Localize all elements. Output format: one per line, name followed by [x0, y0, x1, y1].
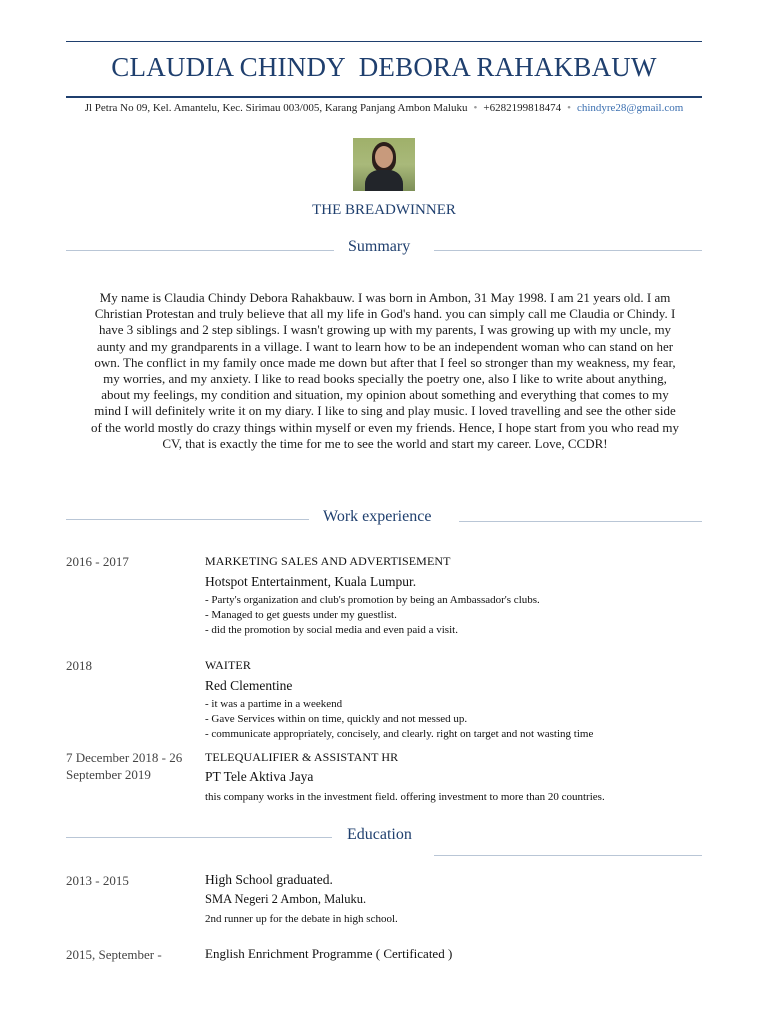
education-note: 2nd runner up for the debate in high school.	[205, 913, 398, 925]
job-role: WAITER	[205, 658, 251, 672]
job-role: MARKETING SALES AND ADVERTISEMENT	[205, 554, 451, 568]
headline: THE BREADWINNER	[312, 202, 456, 218]
job-detail: - did the promotion by social media and even paid a visit.	[205, 624, 458, 636]
address: Jl Petra No 09, Kel. Amantelu, Kec. Sirimau 003/005, Karang Panjang Ambon Maluku	[84, 102, 468, 114]
contact-line	[0, 102, 768, 114]
job-detail: this company works in the investment field. offering investment to more than 20 countries.	[205, 791, 605, 803]
section-divider-left	[66, 519, 309, 520]
profile-photo	[353, 138, 415, 191]
separator-dot: •	[473, 102, 478, 114]
section-divider-right	[434, 855, 702, 856]
section-divider-right	[434, 250, 702, 251]
education-school: SMA Negeri 2 Ambon, Maluku.	[205, 892, 367, 906]
job-date: September 2019	[66, 767, 151, 782]
section-divider-right	[459, 521, 702, 522]
work-experience-title: Work experience	[323, 508, 432, 525]
job-detail: - Gave Services within on time, quickly and not messed up.	[205, 713, 468, 725]
section-divider-left	[66, 250, 334, 251]
education-title: Education	[347, 826, 412, 843]
name-underline	[66, 96, 702, 98]
education-date: 2013 - 2015	[66, 873, 129, 888]
phone: +6282199818474	[483, 102, 562, 114]
email-link[interactable]: chindyre28@gmail.com	[576, 102, 684, 114]
top-rule	[66, 41, 702, 42]
summary-title: Summary	[348, 238, 411, 255]
summary-text: My name is Claudia Chindy Debora Rahakbauw. I was born in Ambon, 31 May 1998. I am 21 years old. I am Christian Protestan and truly believe that all my life in God's hand. you can simply call me Claudia or Chindy. I have 3 siblings and 2 step siblings. I wasn't growing up with my parents, I was growing up with my uncle, my aunty and my grandparents in a village. I want to learn how to be an independent woman who can stand on her own. The conflict in my family once made me down but after that I feel so stronger than my weakness, my fear, my worries, and my anxiety. I like to read books specially the poetry one, also I like to write about anything, about my feelings, my condition and situation, my opinion about something and everything that comes to my mind I will definitely write it on my diary. I like to sing and play music. I loved travelling and see the other side of the world mostly do crazy things within myself or even my friends. Hence, I hope start from you who read my CV, that is exactly the time for me to see the world and start my career. Love, CCDR!	[90, 290, 680, 451]
job-detail: - it was a partime in a weekend	[205, 698, 343, 710]
job-date: 2018	[66, 658, 92, 673]
job-detail: - Managed to get guests under my guestlist.	[205, 609, 397, 621]
education-degree: English Enrichment Programme ( Certificated )	[205, 946, 453, 961]
job-role: TELEQUALIFIER & ASSISTANT HR	[205, 750, 399, 764]
job-company: Red Clementine	[205, 678, 293, 693]
candidate-name: CLAUDIA CHINDY DEBORA RAHAKBAUW	[111, 52, 657, 82]
separator-dot: •	[567, 102, 571, 114]
education-degree: High School graduated.	[205, 872, 333, 887]
job-company: PT Tele Aktiva Jaya	[205, 769, 314, 784]
job-detail: - communicate appropriately, concisely, and clearly. right on target and not wasting time	[205, 728, 594, 740]
education-date: 2015, September -	[66, 947, 162, 962]
job-company: Hotspot Entertainment, Kuala Lumpur.	[205, 574, 417, 589]
job-date: 7 December 2018 - 26	[66, 750, 183, 765]
section-divider-left	[66, 837, 332, 838]
job-detail: - Party's organization and club's promotion by being an Ambassador's clubs.	[205, 594, 540, 606]
job-date: 2016 - 2017	[66, 554, 129, 569]
